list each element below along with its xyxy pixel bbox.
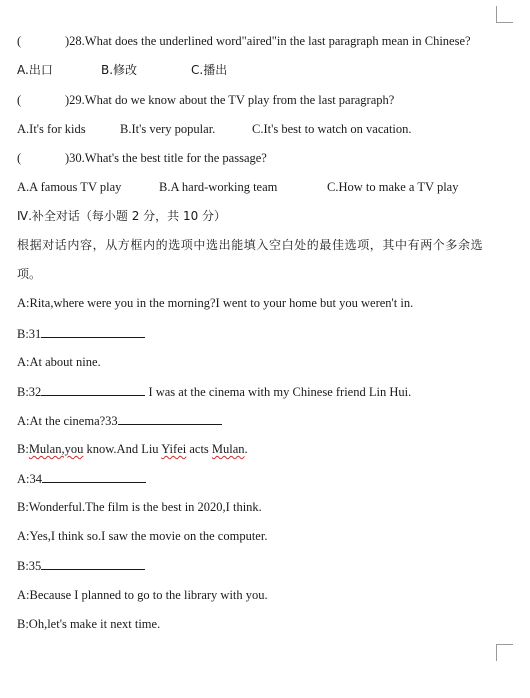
question-30 <box>17 150 267 166</box>
question-28-options <box>17 62 517 78</box>
dialogue-line-4 <box>17 383 411 400</box>
spellcheck-word: Mulan <box>211 442 245 456</box>
question-29-options <box>17 121 517 137</box>
dialogue-line-2 <box>17 325 145 342</box>
question-29 <box>17 92 394 108</box>
question-30-options <box>17 179 517 195</box>
dialogue-line-1: A:Rita,where were you in the morning?I went to your home but you weren't in. <box>17 296 414 310</box>
dialogue-line-6 <box>17 441 248 457</box>
dialogue-text: know.And Liu <box>83 442 162 456</box>
option-b: B.A hard-working team <box>159 180 278 194</box>
answer-paren: ( <box>17 93 22 107</box>
option-b: B.It's very popular. <box>120 122 216 136</box>
answer-paren: ( <box>17 151 22 165</box>
speaker-with-number: B:31 <box>17 327 42 341</box>
speaker-with-number: A:34 <box>17 472 42 486</box>
speaker: B: <box>17 442 29 456</box>
answer-blank-32[interactable] <box>41 383 145 396</box>
option-c: C.How to make a TV play <box>327 180 459 194</box>
speaker-with-number: A:At the cinema?33 <box>17 414 118 428</box>
dialogue-line-3: A:At about nine. <box>17 355 101 369</box>
option-b: B.修改 <box>101 63 138 77</box>
question-stem: )28.What does the underlined word"aired"in the last paragraph mean in Chinese? <box>65 34 471 48</box>
spellcheck-word: Mulan,you <box>28 442 84 456</box>
dialogue-line-5 <box>17 412 222 429</box>
section-instruction: 根据对话内容，从方框内的选项中选出能填入空白处的最佳选项，其中有两个多余选 <box>17 238 484 252</box>
answer-blank-34[interactable] <box>42 470 146 483</box>
dialogue-line-9: A:Yes,I think so.I saw the movie on the computer. <box>17 529 268 543</box>
option-c: C.It's best to watch on vacation. <box>252 122 412 136</box>
question-stem: )29.What do we know about the TV play from the last paragraph? <box>65 93 395 107</box>
speaker-with-number: B:32 <box>17 385 42 399</box>
dialogue-line-11: A:Because I planned to go to the library with you. <box>17 588 268 602</box>
dialogue-text: . <box>244 442 248 456</box>
dialogue-line-8: B:Wonderful.The film is the best in 2020,I think. <box>17 500 262 514</box>
dialogue-line-10 <box>17 557 145 574</box>
answer-blank-35[interactable] <box>41 557 145 570</box>
answer-paren: ( <box>17 34 22 48</box>
answer-blank-31[interactable] <box>41 325 145 338</box>
section-instruction-cont: 项。 <box>17 267 42 281</box>
option-c: C.播出 <box>191 63 228 77</box>
option-a: A.出口 <box>17 63 53 77</box>
option-a: A.It's for kids <box>17 122 86 136</box>
question-stem: )30.What's the best title for the passage? <box>65 151 267 165</box>
dialogue-line-7 <box>17 470 146 487</box>
spellcheck-word: Yifei <box>161 442 187 456</box>
dialogue-text: I was at the cinema with my Chinese friend Lin Hui. <box>145 385 412 399</box>
speaker-with-number: B:35 <box>17 559 42 573</box>
answer-blank-33[interactable] <box>118 412 222 425</box>
page-corner-mark-top <box>496 6 513 23</box>
question-28 <box>17 33 471 49</box>
dialogue-line-12: B:Oh,let's make it next time. <box>17 617 161 631</box>
option-a: A.A famous TV play <box>17 180 122 194</box>
dialogue-text: acts <box>186 442 212 456</box>
page-corner-mark-bottom <box>496 644 513 661</box>
section-title: Ⅳ.补全对话（每小题 2 分，共 10 分） <box>17 209 227 223</box>
